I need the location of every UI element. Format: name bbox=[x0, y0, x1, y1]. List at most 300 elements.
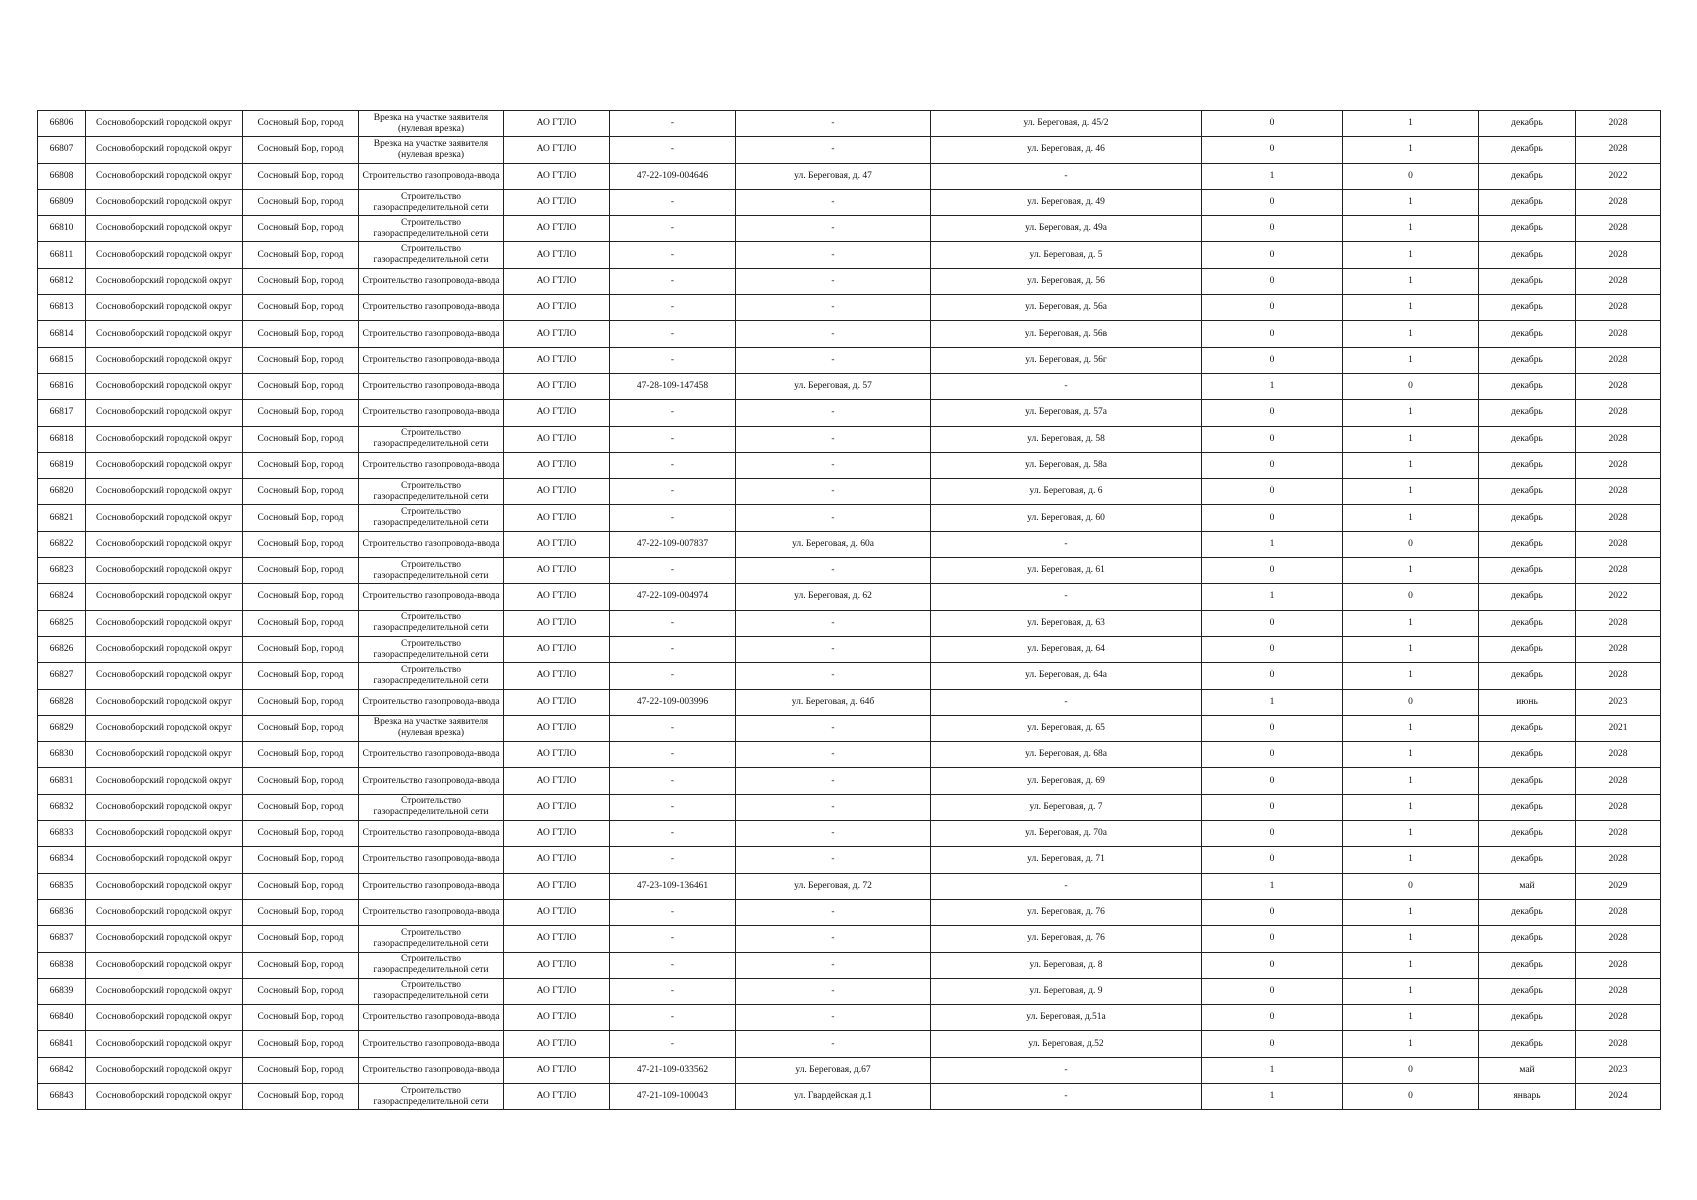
cell-count-a: 0 bbox=[1202, 295, 1343, 321]
cell-object-address: ул. Береговая, д.67 bbox=[736, 1057, 931, 1083]
cell-count-a: 0 bbox=[1202, 742, 1343, 768]
cell-count-a: 1 bbox=[1202, 531, 1343, 557]
cell-row-id: 66825 bbox=[38, 610, 86, 636]
cell-row-id: 66826 bbox=[38, 636, 86, 662]
table-row bbox=[38, 847, 1661, 873]
cell-count-a: 0 bbox=[1202, 111, 1343, 137]
cell-object-address: - bbox=[736, 742, 931, 768]
cell-cadastral-number: - bbox=[610, 321, 736, 347]
cell-cadastral-number: 47-28-109-147458 bbox=[610, 373, 736, 399]
cell-count-b: 0 bbox=[1343, 1057, 1479, 1083]
cell-operator: АО ГТЛО bbox=[504, 1057, 610, 1083]
table-row bbox=[38, 663, 1661, 689]
cell-cadastral-number: - bbox=[610, 216, 736, 242]
cell-object-address: - bbox=[736, 899, 931, 925]
cell-cadastral-number: - bbox=[610, 268, 736, 294]
cell-year: 2028 bbox=[1576, 347, 1661, 373]
cell-settlement: Сосновый Бор, город bbox=[243, 952, 359, 978]
cell-month: декабрь bbox=[1479, 715, 1576, 741]
cell-month: май bbox=[1479, 1057, 1576, 1083]
cell-settlement: Сосновый Бор, город bbox=[243, 505, 359, 531]
cell-work-type: Строительство газопровода-ввода bbox=[359, 847, 504, 873]
cell-settlement: Сосновый Бор, город bbox=[243, 821, 359, 847]
cell-year: 2028 bbox=[1576, 111, 1661, 137]
cell-month: декабрь bbox=[1479, 899, 1576, 925]
cell-connection-address: ул. Береговая, д. 9 bbox=[931, 978, 1202, 1004]
cell-work-type: Строительство газопровода-ввода bbox=[359, 768, 504, 794]
cell-count-a: 1 bbox=[1202, 1057, 1343, 1083]
cell-cadastral-number: - bbox=[610, 952, 736, 978]
cell-month: июнь bbox=[1479, 689, 1576, 715]
cell-work-type: Врезка на участке заявителя (нулевая врезка) bbox=[359, 137, 504, 163]
cell-work-type: Строительство газопровода-ввода bbox=[359, 1005, 504, 1031]
cell-district: Сосновоборский городской округ bbox=[86, 268, 243, 294]
cell-operator: АО ГТЛО bbox=[504, 768, 610, 794]
cell-row-id: 66843 bbox=[38, 1083, 86, 1109]
cell-count-b: 1 bbox=[1343, 111, 1479, 137]
table-row bbox=[38, 1005, 1661, 1031]
cell-count-a: 0 bbox=[1202, 268, 1343, 294]
cell-cadastral-number: - bbox=[610, 768, 736, 794]
cell-work-type: Строительство газопровода-ввода bbox=[359, 742, 504, 768]
cell-connection-address: ул. Береговая, д. 64 bbox=[931, 636, 1202, 662]
cell-cadastral-number: - bbox=[610, 1031, 736, 1057]
cell-district: Сосновоборский городской округ bbox=[86, 610, 243, 636]
cell-count-a: 0 bbox=[1202, 137, 1343, 163]
cell-year: 2028 bbox=[1576, 268, 1661, 294]
cell-count-a: 0 bbox=[1202, 847, 1343, 873]
cell-work-type: Строительство газораспределительной сети bbox=[359, 636, 504, 662]
cell-cadastral-number: - bbox=[610, 137, 736, 163]
cell-row-id: 66816 bbox=[38, 373, 86, 399]
cell-settlement: Сосновый Бор, город bbox=[243, 295, 359, 321]
cell-district: Сосновоборский городской округ bbox=[86, 400, 243, 426]
cell-work-type: Строительство газопровода-ввода bbox=[359, 452, 504, 478]
cell-operator: АО ГТЛО bbox=[504, 242, 610, 268]
cell-count-b: 1 bbox=[1343, 742, 1479, 768]
cell-count-a: 0 bbox=[1202, 216, 1343, 242]
cell-settlement: Сосновый Бор, город bbox=[243, 531, 359, 557]
cell-count-a: 0 bbox=[1202, 400, 1343, 426]
cell-row-id: 66831 bbox=[38, 768, 86, 794]
cell-month: декабрь bbox=[1479, 794, 1576, 820]
cell-district: Сосновоборский городской округ bbox=[86, 505, 243, 531]
cell-count-a: 0 bbox=[1202, 926, 1343, 952]
cell-month: декабрь bbox=[1479, 347, 1576, 373]
cell-district: Сосновоборский городской округ bbox=[86, 821, 243, 847]
cell-month: декабрь bbox=[1479, 978, 1576, 1004]
cell-count-b: 1 bbox=[1343, 479, 1479, 505]
cell-cadastral-number: - bbox=[610, 347, 736, 373]
cell-count-b: 1 bbox=[1343, 952, 1479, 978]
table-row bbox=[38, 400, 1661, 426]
cell-object-address: - bbox=[736, 768, 931, 794]
cell-operator: АО ГТЛО bbox=[504, 899, 610, 925]
cell-count-a: 1 bbox=[1202, 689, 1343, 715]
cell-connection-address: ул. Береговая, д. 6 bbox=[931, 479, 1202, 505]
cell-district: Сосновоборский городской округ bbox=[86, 163, 243, 189]
cell-month: декабрь bbox=[1479, 321, 1576, 347]
table-row bbox=[38, 794, 1661, 820]
cell-settlement: Сосновый Бор, город bbox=[243, 689, 359, 715]
cell-year: 2028 bbox=[1576, 821, 1661, 847]
cell-count-b: 1 bbox=[1343, 636, 1479, 662]
cell-object-address: - bbox=[736, 111, 931, 137]
cell-work-type: Строительство газопровода-ввода bbox=[359, 899, 504, 925]
cell-row-id: 66811 bbox=[38, 242, 86, 268]
cell-row-id: 66824 bbox=[38, 584, 86, 610]
cell-row-id: 66838 bbox=[38, 952, 86, 978]
cell-year: 2028 bbox=[1576, 216, 1661, 242]
cell-row-id: 66827 bbox=[38, 663, 86, 689]
cell-district: Сосновоборский городской округ bbox=[86, 452, 243, 478]
cell-work-type: Строительство газопровода-ввода bbox=[359, 163, 504, 189]
cell-month: декабрь bbox=[1479, 821, 1576, 847]
cell-year: 2028 bbox=[1576, 400, 1661, 426]
cell-work-type: Строительство газораспределительной сети bbox=[359, 926, 504, 952]
cell-district: Сосновоборский городской округ bbox=[86, 873, 243, 899]
cell-row-id: 66820 bbox=[38, 479, 86, 505]
cell-month: декабрь bbox=[1479, 163, 1576, 189]
cell-row-id: 66821 bbox=[38, 505, 86, 531]
cell-count-b: 1 bbox=[1343, 189, 1479, 215]
cell-work-type: Строительство газораспределительной сети bbox=[359, 558, 504, 584]
cell-month: декабрь bbox=[1479, 768, 1576, 794]
cell-work-type: Строительство газопровода-ввода bbox=[359, 1031, 504, 1057]
cell-settlement: Сосновый Бор, город bbox=[243, 926, 359, 952]
cell-cadastral-number: 47-22-109-004974 bbox=[610, 584, 736, 610]
cell-row-id: 66834 bbox=[38, 847, 86, 873]
cell-work-type: Строительство газораспределительной сети bbox=[359, 242, 504, 268]
table-row bbox=[38, 321, 1661, 347]
cell-count-a: 0 bbox=[1202, 452, 1343, 478]
cell-work-type: Строительство газопровода-ввода bbox=[359, 400, 504, 426]
cell-count-b: 1 bbox=[1343, 321, 1479, 347]
cell-work-type: Врезка на участке заявителя (нулевая врезка) bbox=[359, 111, 504, 137]
cell-year: 2028 bbox=[1576, 189, 1661, 215]
cell-year: 2029 bbox=[1576, 873, 1661, 899]
cell-month: декабрь bbox=[1479, 742, 1576, 768]
table-row bbox=[38, 584, 1661, 610]
cell-count-a: 0 bbox=[1202, 321, 1343, 347]
cell-row-id: 66818 bbox=[38, 426, 86, 452]
cell-settlement: Сосновый Бор, город bbox=[243, 373, 359, 399]
cell-year: 2028 bbox=[1576, 926, 1661, 952]
cell-month: декабрь bbox=[1479, 531, 1576, 557]
cell-count-a: 0 bbox=[1202, 636, 1343, 662]
cell-operator: АО ГТЛО bbox=[504, 873, 610, 899]
cell-month: декабрь bbox=[1479, 452, 1576, 478]
cell-count-a: 0 bbox=[1202, 558, 1343, 584]
cell-district: Сосновоборский городской округ bbox=[86, 321, 243, 347]
cell-row-id: 66814 bbox=[38, 321, 86, 347]
cell-object-address: - bbox=[736, 821, 931, 847]
cell-operator: АО ГТЛО bbox=[504, 268, 610, 294]
cell-work-type: Строительство газопровода-ввода bbox=[359, 295, 504, 321]
cell-row-id: 66817 bbox=[38, 400, 86, 426]
cell-year: 2028 bbox=[1576, 137, 1661, 163]
cell-settlement: Сосновый Бор, город bbox=[243, 899, 359, 925]
cell-count-a: 0 bbox=[1202, 242, 1343, 268]
cell-district: Сосновоборский городской округ bbox=[86, 926, 243, 952]
cell-object-address: - bbox=[736, 479, 931, 505]
cell-settlement: Сосновый Бор, город bbox=[243, 558, 359, 584]
cell-connection-address: ул. Береговая, д. 70а bbox=[931, 821, 1202, 847]
cell-count-a: 1 bbox=[1202, 873, 1343, 899]
cell-work-type: Строительство газопровода-ввода bbox=[359, 531, 504, 557]
cell-year: 2028 bbox=[1576, 426, 1661, 452]
cell-settlement: Сосновый Бор, город bbox=[243, 137, 359, 163]
cell-count-a: 0 bbox=[1202, 1005, 1343, 1031]
cell-month: декабрь bbox=[1479, 216, 1576, 242]
cell-connection-address: ул. Береговая, д. 63 bbox=[931, 610, 1202, 636]
cell-work-type: Строительство газопровода-ввода bbox=[359, 584, 504, 610]
cell-connection-address: ул. Береговая, д. 45/2 bbox=[931, 111, 1202, 137]
cell-district: Сосновоборский городской округ bbox=[86, 216, 243, 242]
cell-count-b: 1 bbox=[1343, 347, 1479, 373]
cell-year: 2028 bbox=[1576, 531, 1661, 557]
cell-cadastral-number: - bbox=[610, 847, 736, 873]
cell-month: декабрь bbox=[1479, 137, 1576, 163]
cell-month: декабрь bbox=[1479, 952, 1576, 978]
cell-count-a: 0 bbox=[1202, 610, 1343, 636]
cell-row-id: 66828 bbox=[38, 689, 86, 715]
cell-month: декабрь bbox=[1479, 636, 1576, 662]
cell-district: Сосновоборский городской округ bbox=[86, 1057, 243, 1083]
cell-object-address: - bbox=[736, 216, 931, 242]
cell-object-address: - bbox=[736, 400, 931, 426]
cell-connection-address: ул. Береговая, д. 49а bbox=[931, 216, 1202, 242]
cell-month: декабрь bbox=[1479, 268, 1576, 294]
cell-month: декабрь bbox=[1479, 426, 1576, 452]
cell-settlement: Сосновый Бор, город bbox=[243, 584, 359, 610]
cell-month: декабрь bbox=[1479, 1031, 1576, 1057]
cell-count-a: 0 bbox=[1202, 821, 1343, 847]
table-row bbox=[38, 715, 1661, 741]
cell-object-address: - bbox=[736, 636, 931, 662]
cell-operator: АО ГТЛО bbox=[504, 794, 610, 820]
table-row bbox=[38, 111, 1661, 137]
cell-count-b: 1 bbox=[1343, 400, 1479, 426]
cell-year: 2028 bbox=[1576, 794, 1661, 820]
cell-year: 2028 bbox=[1576, 1031, 1661, 1057]
cell-count-a: 0 bbox=[1202, 899, 1343, 925]
cell-year: 2024 bbox=[1576, 1083, 1661, 1109]
cell-count-a: 0 bbox=[1202, 505, 1343, 531]
table-row bbox=[38, 689, 1661, 715]
cell-object-address: ул. Береговая, д. 62 bbox=[736, 584, 931, 610]
cell-settlement: Сосновый Бор, город bbox=[243, 663, 359, 689]
cell-cadastral-number: - bbox=[610, 926, 736, 952]
cell-settlement: Сосновый Бор, город bbox=[243, 400, 359, 426]
cell-settlement: Сосновый Бор, город bbox=[243, 873, 359, 899]
table-row bbox=[38, 926, 1661, 952]
cell-year: 2028 bbox=[1576, 1005, 1661, 1031]
cell-settlement: Сосновый Бор, город bbox=[243, 426, 359, 452]
cell-cadastral-number: - bbox=[610, 794, 736, 820]
cell-object-address: - bbox=[736, 242, 931, 268]
cell-month: декабрь bbox=[1479, 558, 1576, 584]
cell-operator: АО ГТЛО bbox=[504, 689, 610, 715]
cell-month: май bbox=[1479, 873, 1576, 899]
cell-count-b: 0 bbox=[1343, 584, 1479, 610]
cell-year: 2028 bbox=[1576, 610, 1661, 636]
cell-connection-address: ул. Береговая, д. 7 bbox=[931, 794, 1202, 820]
cell-cadastral-number: - bbox=[610, 295, 736, 321]
cell-work-type: Строительство газопровода-ввода bbox=[359, 821, 504, 847]
cell-count-b: 1 bbox=[1343, 926, 1479, 952]
cell-object-address: - bbox=[736, 295, 931, 321]
cell-month: декабрь bbox=[1479, 111, 1576, 137]
cell-connection-address: ул. Береговая, д. 58 bbox=[931, 426, 1202, 452]
cell-year: 2023 bbox=[1576, 1057, 1661, 1083]
cell-year: 2028 bbox=[1576, 242, 1661, 268]
cell-operator: АО ГТЛО bbox=[504, 821, 610, 847]
cell-row-id: 66808 bbox=[38, 163, 86, 189]
cell-year: 2022 bbox=[1576, 163, 1661, 189]
cell-operator: АО ГТЛО bbox=[504, 163, 610, 189]
cell-settlement: Сосновый Бор, город bbox=[243, 636, 359, 662]
table-row bbox=[38, 558, 1661, 584]
cell-count-b: 1 bbox=[1343, 1005, 1479, 1031]
cell-year: 2028 bbox=[1576, 321, 1661, 347]
cell-operator: АО ГТЛО bbox=[504, 1031, 610, 1057]
cell-count-a: 0 bbox=[1202, 978, 1343, 1004]
cell-settlement: Сосновый Бор, город bbox=[243, 242, 359, 268]
cell-object-address: - bbox=[736, 610, 931, 636]
cell-operator: АО ГТЛО bbox=[504, 636, 610, 662]
cell-cadastral-number: - bbox=[610, 610, 736, 636]
cell-cadastral-number: - bbox=[610, 636, 736, 662]
cell-month: декабрь bbox=[1479, 926, 1576, 952]
cell-object-address: ул. Гвардейская д.1 bbox=[736, 1083, 931, 1109]
cell-row-id: 66815 bbox=[38, 347, 86, 373]
cell-cadastral-number: 47-22-109-007837 bbox=[610, 531, 736, 557]
cell-work-type: Строительство газопровода-ввода bbox=[359, 1057, 504, 1083]
cell-settlement: Сосновый Бор, город bbox=[243, 321, 359, 347]
table-row bbox=[38, 610, 1661, 636]
cell-work-type: Строительство газораспределительной сети bbox=[359, 610, 504, 636]
table-row bbox=[38, 347, 1661, 373]
cell-settlement: Сосновый Бор, город bbox=[243, 978, 359, 1004]
cell-district: Сосновоборский городской округ bbox=[86, 295, 243, 321]
cell-row-id: 66829 bbox=[38, 715, 86, 741]
table-row bbox=[38, 242, 1661, 268]
cell-district: Сосновоборский городской округ bbox=[86, 531, 243, 557]
cell-count-a: 0 bbox=[1202, 663, 1343, 689]
cell-work-type: Строительство газопровода-ввода bbox=[359, 321, 504, 347]
table-row bbox=[38, 636, 1661, 662]
cell-year: 2023 bbox=[1576, 689, 1661, 715]
cell-year: 2028 bbox=[1576, 663, 1661, 689]
cell-operator: АО ГТЛО bbox=[504, 584, 610, 610]
cell-cadastral-number: 47-21-109-033562 bbox=[610, 1057, 736, 1083]
cell-district: Сосновоборский городской округ bbox=[86, 847, 243, 873]
cell-operator: АО ГТЛО bbox=[504, 347, 610, 373]
table-row bbox=[38, 952, 1661, 978]
cell-settlement: Сосновый Бор, город bbox=[243, 111, 359, 137]
cell-row-id: 66833 bbox=[38, 821, 86, 847]
cell-settlement: Сосновый Бор, город bbox=[243, 1005, 359, 1031]
cell-connection-address: ул. Береговая, д. 58а bbox=[931, 452, 1202, 478]
cell-district: Сосновоборский городской округ bbox=[86, 584, 243, 610]
cell-count-a: 0 bbox=[1202, 347, 1343, 373]
cell-district: Сосновоборский городской округ bbox=[86, 558, 243, 584]
cell-count-a: 1 bbox=[1202, 163, 1343, 189]
cell-count-b: 1 bbox=[1343, 242, 1479, 268]
cell-work-type: Строительство газораспределительной сети bbox=[359, 479, 504, 505]
cell-work-type: Строительство газораспределительной сети bbox=[359, 663, 504, 689]
cell-operator: АО ГТЛО bbox=[504, 663, 610, 689]
cell-settlement: Сосновый Бор, город bbox=[243, 742, 359, 768]
table-body bbox=[38, 111, 1661, 1110]
cell-work-type: Строительство газораспределительной сети bbox=[359, 1083, 504, 1109]
cell-district: Сосновоборский городской округ bbox=[86, 636, 243, 662]
cell-operator: АО ГТЛО bbox=[504, 847, 610, 873]
cell-connection-address: ул. Береговая, д. 61 bbox=[931, 558, 1202, 584]
cell-settlement: Сосновый Бор, город bbox=[243, 268, 359, 294]
cell-month: декабрь bbox=[1479, 847, 1576, 873]
cell-operator: АО ГТЛО bbox=[504, 189, 610, 215]
cell-count-b: 0 bbox=[1343, 1083, 1479, 1109]
cell-cadastral-number: - bbox=[610, 479, 736, 505]
cell-cadastral-number: 47-22-109-003996 bbox=[610, 689, 736, 715]
cell-settlement: Сосновый Бор, город bbox=[243, 216, 359, 242]
cell-operator: АО ГТЛО bbox=[504, 715, 610, 741]
cell-work-type: Строительство газораспределительной сети bbox=[359, 189, 504, 215]
cell-object-address: - bbox=[736, 926, 931, 952]
cell-district: Сосновоборский городской округ bbox=[86, 242, 243, 268]
cell-operator: АО ГТЛО bbox=[504, 216, 610, 242]
cell-connection-address: - bbox=[931, 531, 1202, 557]
cell-connection-address: ул. Береговая, д. 69 bbox=[931, 768, 1202, 794]
cell-work-type: Строительство газораспределительной сети bbox=[359, 216, 504, 242]
document-page bbox=[37, 110, 1660, 1110]
cell-work-type: Строительство газопровода-ввода bbox=[359, 873, 504, 899]
cell-object-address: - bbox=[736, 505, 931, 531]
cell-work-type: Врезка на участке заявителя (нулевая врезка) bbox=[359, 715, 504, 741]
cell-connection-address: ул. Береговая, д. 76 bbox=[931, 899, 1202, 925]
cell-count-a: 0 bbox=[1202, 1031, 1343, 1057]
cell-object-address: - bbox=[736, 189, 931, 215]
cell-connection-address: ул. Береговая, д.52 bbox=[931, 1031, 1202, 1057]
cell-month: декабрь bbox=[1479, 1005, 1576, 1031]
cell-row-id: 66842 bbox=[38, 1057, 86, 1083]
cell-count-b: 0 bbox=[1343, 373, 1479, 399]
cell-operator: АО ГТЛО bbox=[504, 742, 610, 768]
cell-object-address: ул. Береговая, д. 72 bbox=[736, 873, 931, 899]
cell-connection-address: ул. Береговая, д. 64а bbox=[931, 663, 1202, 689]
cell-count-b: 1 bbox=[1343, 1031, 1479, 1057]
cell-count-b: 0 bbox=[1343, 163, 1479, 189]
cell-cadastral-number: - bbox=[610, 899, 736, 925]
cell-operator: АО ГТЛО bbox=[504, 452, 610, 478]
table-row bbox=[38, 189, 1661, 215]
cell-object-address: - bbox=[736, 268, 931, 294]
cell-district: Сосновоборский городской округ bbox=[86, 742, 243, 768]
cell-district: Сосновоборский городской округ bbox=[86, 978, 243, 1004]
cell-year: 2028 bbox=[1576, 978, 1661, 1004]
cell-cadastral-number: 47-21-109-100043 bbox=[610, 1083, 736, 1109]
cell-district: Сосновоборский городской округ bbox=[86, 768, 243, 794]
cell-work-type: Строительство газопровода-ввода bbox=[359, 347, 504, 373]
table-row bbox=[38, 505, 1661, 531]
cell-district: Сосновоборский городской округ bbox=[86, 189, 243, 215]
cell-operator: АО ГТЛО bbox=[504, 978, 610, 1004]
cell-object-address: - bbox=[736, 137, 931, 163]
cell-settlement: Сосновый Бор, город bbox=[243, 847, 359, 873]
cell-month: декабрь bbox=[1479, 479, 1576, 505]
